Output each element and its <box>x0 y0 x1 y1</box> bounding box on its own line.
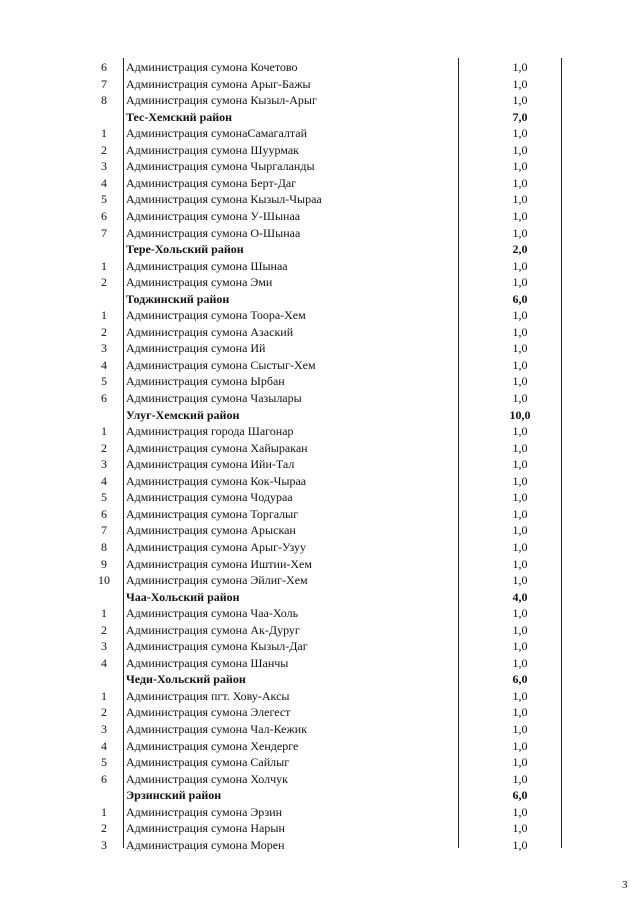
row-number: 4 <box>101 357 107 372</box>
row-value: 1,0 <box>512 275 528 290</box>
administration-name: Администрация сумона Холчук <box>126 771 288 786</box>
district-row <box>86 291 640 308</box>
table-row <box>86 522 640 539</box>
row-number: 3 <box>101 837 107 852</box>
row-value: 1,0 <box>512 341 528 356</box>
administration-name: Администрация сумона Ийи-Тал <box>126 457 295 472</box>
row-number: 2 <box>101 142 107 157</box>
administration-name: Администрация сумона Иштии-Хем <box>126 556 312 571</box>
administration-name: Администрация сумона Ырбан <box>126 374 285 389</box>
administration-name: Администрация сумона Эйлиг-Хем <box>126 573 308 588</box>
row-number: 8 <box>101 539 107 554</box>
district-row <box>86 787 640 804</box>
row-number: 1 <box>101 126 107 141</box>
table-row <box>86 440 640 457</box>
district-name: Чаа-Хольский район <box>126 589 240 604</box>
row-number: 3 <box>101 341 107 356</box>
row-number: 7 <box>101 76 107 91</box>
row-value: 1,0 <box>512 539 528 554</box>
row-number: 4 <box>101 738 107 753</box>
row-value: 1,0 <box>512 506 528 521</box>
district-total: 6,0 <box>512 672 528 687</box>
administration-name: Администрация сумона Чазылары <box>126 391 302 405</box>
table-row <box>86 837 640 854</box>
district-name: Эрзинский район <box>126 788 222 803</box>
district-row <box>86 589 640 606</box>
row-value: 1,0 <box>512 308 528 323</box>
row-value: 1,0 <box>512 804 528 819</box>
row-value: 1,0 <box>512 192 528 207</box>
administration-name: Администрация сумона Ак-Дуруг <box>126 622 300 637</box>
table-row <box>86 688 640 705</box>
row-number: 3 <box>101 639 107 654</box>
administration-name: Администрация сумона Сайлыг <box>126 755 290 770</box>
row-value: 1,0 <box>512 424 528 439</box>
district-total: 6,0 <box>512 788 528 803</box>
row-value: 1,0 <box>512 391 528 405</box>
district-row <box>86 109 640 126</box>
administration-name: Администрация сумона Чодураа <box>126 490 293 505</box>
table-row <box>86 820 640 837</box>
row-value: 1,0 <box>512 324 528 339</box>
administration-name: Администрация сумона Эрзин <box>126 804 283 819</box>
table-row <box>86 721 640 738</box>
row-number: 2 <box>101 821 107 836</box>
table-row <box>86 258 640 275</box>
administration-name: Администрация сумона Торгалыг <box>126 506 299 521</box>
row-value: 1,0 <box>512 93 528 108</box>
row-number: 1 <box>101 606 107 621</box>
row-number: 6 <box>101 771 107 786</box>
table-row <box>86 175 640 192</box>
table-row <box>86 556 640 573</box>
administration-name: Администрация сумона Арыскан <box>126 523 296 538</box>
row-number: 4 <box>101 655 107 670</box>
row-value: 1,0 <box>512 357 528 372</box>
row-value: 1,0 <box>512 175 528 190</box>
table-row <box>86 489 640 506</box>
row-number: 4 <box>101 473 107 488</box>
table-row <box>86 506 640 523</box>
administration-name: Администрация сумона Арыг-Бажы <box>126 76 311 91</box>
table-row <box>86 456 640 473</box>
table-row <box>86 622 640 639</box>
administration-name: Администрация сумона Кызыл-Даг <box>126 639 308 654</box>
district-total: 2,0 <box>512 242 528 257</box>
table-row <box>86 340 640 357</box>
table-row <box>86 307 640 324</box>
district-name: Тес-Хемский район <box>126 109 233 124</box>
administration-name: Администрация сумона Шуурмак <box>126 142 299 157</box>
table-row <box>86 208 640 225</box>
administration-name: Администрация сумона Хендерге <box>126 738 299 753</box>
row-value: 1,0 <box>512 573 528 588</box>
row-value: 1,0 <box>512 473 528 488</box>
row-value: 1,0 <box>512 225 528 240</box>
table-row <box>86 92 640 109</box>
administration-name: Администрация сумона Кызыл-Чыраа <box>126 192 322 207</box>
administration-name: Администрация сумона О-Шынаа <box>126 225 301 240</box>
administration-name: Администрация сумона Чаа-Холь <box>126 606 299 621</box>
district-total: 7,0 <box>512 109 528 124</box>
row-number: 6 <box>101 506 107 521</box>
table-row <box>86 605 640 622</box>
district-name: Тере-Хольский район <box>126 242 244 257</box>
table-row <box>86 572 640 589</box>
row-value: 1,0 <box>512 60 528 74</box>
administration-name: Администрация города Шагонар <box>126 424 294 439</box>
table-row <box>86 390 640 407</box>
district-row <box>86 407 640 424</box>
row-value: 1,0 <box>512 821 528 836</box>
district-name: Улуг-Хемский район <box>126 407 240 422</box>
table-row <box>86 125 640 142</box>
page-number: 3 <box>622 879 628 891</box>
administration-name: Администрация сумона Ий <box>126 341 266 356</box>
row-number: 5 <box>101 490 107 505</box>
row-number: 2 <box>101 705 107 720</box>
row-value: 1,0 <box>512 126 528 141</box>
row-number: 7 <box>101 523 107 538</box>
administration-name: Администрация сумона Хайыракан <box>126 440 308 455</box>
table-row <box>86 357 640 374</box>
row-number: 3 <box>101 159 107 174</box>
administration-name: Администрация сумона Сыстыг-Хем <box>126 357 316 372</box>
administration-name: Администрация сумона Морен <box>126 837 285 852</box>
row-value: 1,0 <box>512 771 528 786</box>
row-value: 1,0 <box>512 440 528 455</box>
table-row <box>86 804 640 821</box>
administration-name: Администрация сумона Чыргаланды <box>126 159 315 174</box>
district-total: 10,0 <box>509 407 531 422</box>
row-number: 2 <box>101 324 107 339</box>
administration-name: Администрация сумона Элегест <box>126 705 291 720</box>
row-number: 5 <box>101 374 107 389</box>
administration-name: Администрация сумона Арыг-Узуу <box>126 539 306 554</box>
table-row <box>86 423 640 440</box>
row-value: 1,0 <box>512 705 528 720</box>
table-row <box>86 142 640 159</box>
district-total: 4,0 <box>512 589 528 604</box>
row-number: 1 <box>101 258 107 273</box>
table-row <box>86 158 640 175</box>
row-number: 5 <box>101 192 107 207</box>
row-number: 2 <box>101 622 107 637</box>
district-name: Тоджинский район <box>126 291 230 306</box>
row-value: 1,0 <box>512 606 528 621</box>
row-value: 1,0 <box>512 755 528 770</box>
row-number: 1 <box>101 308 107 323</box>
row-value: 1,0 <box>512 159 528 174</box>
row-value: 1,0 <box>512 374 528 389</box>
row-value: 1,0 <box>512 655 528 670</box>
row-number: 10 <box>98 573 110 588</box>
row-value: 1,0 <box>512 523 528 538</box>
row-value: 1,0 <box>512 142 528 157</box>
table-row <box>86 76 640 93</box>
row-value: 1,0 <box>512 556 528 571</box>
row-number: 6 <box>101 208 107 223</box>
district-total: 6,0 <box>512 291 528 306</box>
row-number: 9 <box>101 556 107 571</box>
row-number: 1 <box>101 424 107 439</box>
administration-name: Администрация сумона Берт-Даг <box>126 175 297 190</box>
administration-name: Администрация сумона Кок-Чыраа <box>126 473 307 488</box>
table-row <box>86 704 640 721</box>
administration-name: Администрация сумона Азаский <box>126 324 294 339</box>
row-value: 1,0 <box>512 457 528 472</box>
administration-name: Администрация сумона Тоора-Хем <box>126 308 306 323</box>
district-name: Чеди-Хольский район <box>126 672 246 687</box>
district-row <box>86 671 640 688</box>
administration-name: Администрация сумона У-Шынаа <box>126 208 301 223</box>
administration-name: Администрация сумона Кызыл-Арыг <box>126 93 317 108</box>
row-value: 1,0 <box>512 837 528 852</box>
administration-name: Администрация пгт. Хову-Аксы <box>126 688 290 703</box>
row-number: 1 <box>101 804 107 819</box>
row-number: 3 <box>101 457 107 472</box>
row-value: 1,0 <box>512 622 528 637</box>
row-value: 1,0 <box>512 76 528 91</box>
table-row <box>86 324 640 341</box>
row-value: 1,0 <box>512 688 528 703</box>
row-value: 1,0 <box>512 490 528 505</box>
table-row <box>86 638 640 655</box>
table-row <box>86 191 640 208</box>
table-row <box>86 373 640 390</box>
row-value: 1,0 <box>512 738 528 753</box>
row-number: 2 <box>101 440 107 455</box>
row-value: 1,0 <box>512 208 528 223</box>
row-value: 1,0 <box>512 722 528 736</box>
table-row <box>86 754 640 771</box>
row-number: 4 <box>101 175 107 190</box>
table-row <box>86 274 640 291</box>
row-number: 2 <box>101 275 107 290</box>
row-number: 6 <box>101 60 107 74</box>
table-row <box>86 655 640 672</box>
row-number: 7 <box>101 225 107 240</box>
table-row <box>86 225 640 242</box>
row-value: 1,0 <box>512 258 528 273</box>
table-row <box>86 738 640 755</box>
administration-name: Администрация сумонаСамагалтай <box>126 126 308 141</box>
row-value: 1,0 <box>512 639 528 654</box>
administration-name: Администрация сумона Нарын <box>126 821 285 836</box>
row-number: 5 <box>101 755 107 770</box>
administration-name: Администрация сумона Шынаа <box>126 258 288 273</box>
row-number: 3 <box>101 722 107 736</box>
table-row <box>86 473 640 490</box>
administration-name: Администрация сумона Шанчы <box>126 655 289 670</box>
district-row <box>86 241 640 258</box>
row-number: 8 <box>101 93 107 108</box>
row-number: 1 <box>101 688 107 703</box>
administration-name: Администрация сумона Кочетово <box>126 60 298 74</box>
row-number: 6 <box>101 391 107 405</box>
administration-name: Администрация сумона Эми <box>126 275 273 290</box>
administration-name: Администрация сумона Чал-Кежик <box>126 722 308 736</box>
table-row <box>86 539 640 556</box>
table-row <box>86 59 640 76</box>
table-row <box>86 771 640 788</box>
